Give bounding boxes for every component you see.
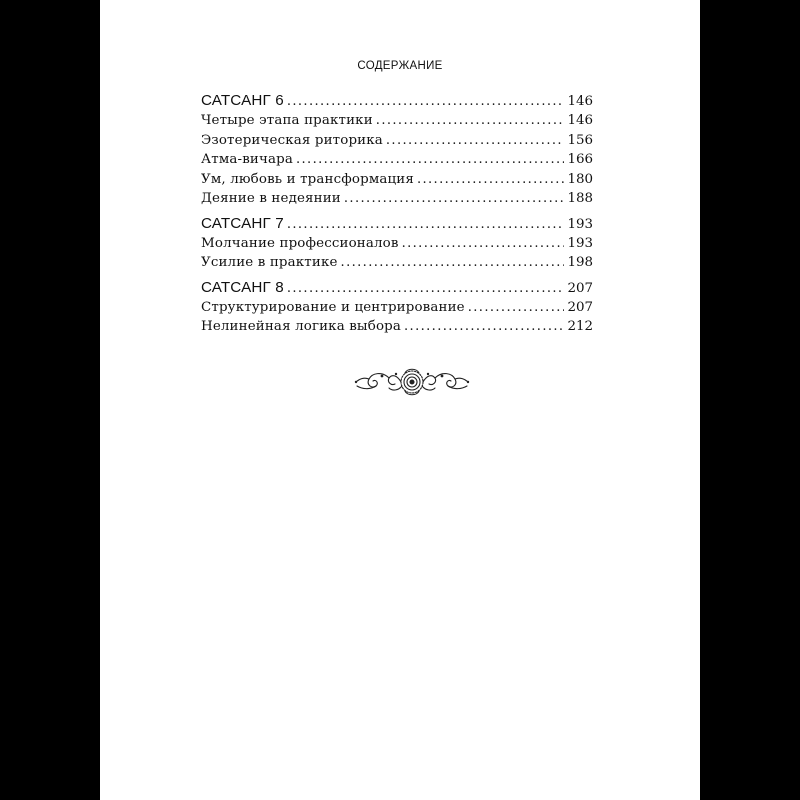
toc-entry-page: 166 bbox=[567, 152, 593, 167]
dot-leader bbox=[287, 278, 565, 299]
toc-entry-page: 180 bbox=[567, 171, 593, 187]
toc-entry-title: Эзотерическая риторика bbox=[201, 132, 383, 148]
toc-entry bbox=[201, 234, 593, 254]
toc-entry bbox=[201, 111, 593, 131]
toc-entry-page: 198 bbox=[567, 255, 593, 270]
dot-leader bbox=[417, 170, 564, 190]
toc-entry-title: САТСАНГ 8 bbox=[201, 278, 284, 296]
toc-entry-page: 207 bbox=[567, 299, 593, 315]
toc-entry-title: Нелинейная логика выбора bbox=[201, 319, 402, 334]
toc-entry bbox=[201, 253, 593, 273]
toc-entry bbox=[201, 90, 593, 111]
toc-entry-page: 193 bbox=[567, 235, 593, 251]
toc-entry-page: 212 bbox=[567, 319, 593, 334]
toc-entry bbox=[201, 150, 593, 170]
toc-entry bbox=[201, 317, 593, 337]
toc-entry-title: Структурирование и центрирование bbox=[201, 299, 465, 315]
dot-leader bbox=[402, 234, 565, 254]
toc-entry-page: 193 bbox=[567, 216, 593, 232]
toc-entry-title: Молчание профессионалов bbox=[201, 235, 399, 251]
toc-entry-title: САТСАНГ 7 bbox=[201, 214, 284, 232]
toc-entry-page: 146 bbox=[567, 113, 593, 128]
dot-leader bbox=[341, 253, 565, 273]
toc-entry-title: САТСАНГ 6 bbox=[201, 92, 284, 109]
table-of-contents bbox=[201, 90, 593, 337]
dot-leader bbox=[386, 131, 565, 151]
left-black-border bbox=[0, 0, 100, 800]
toc-entry bbox=[201, 189, 593, 209]
dot-leader bbox=[468, 298, 565, 318]
dot-leader bbox=[296, 150, 564, 170]
toc-entry-page: 207 bbox=[567, 280, 593, 296]
toc-entry-title: Четыре этапа практики bbox=[201, 113, 373, 128]
book-page bbox=[100, 0, 700, 800]
dot-leader bbox=[404, 317, 564, 337]
toc-entry-title: Деяние в недеянии bbox=[201, 191, 341, 206]
toc-entry bbox=[201, 213, 593, 234]
dot-leader bbox=[287, 91, 565, 112]
toc-entry-page: 156 bbox=[567, 132, 593, 148]
toc-entry bbox=[201, 277, 593, 298]
toc-entry bbox=[201, 170, 593, 190]
floral-vignette-icon bbox=[352, 362, 472, 402]
toc-entry-title: Атма-вичара bbox=[201, 152, 293, 167]
dot-leader bbox=[287, 214, 565, 235]
toc-entry-title: Усилие в практике bbox=[201, 255, 338, 270]
dot-leader bbox=[344, 189, 565, 209]
dot-leader bbox=[376, 111, 565, 131]
right-black-border bbox=[700, 0, 800, 800]
toc-heading: СОДЕРЖАНИЕ bbox=[357, 60, 443, 72]
toc-entry-title: Ум, любовь и трансформация bbox=[201, 171, 414, 187]
toc-entry-page: 188 bbox=[567, 191, 593, 206]
toc-entry bbox=[201, 298, 593, 318]
toc-entry-page: 146 bbox=[567, 94, 593, 109]
toc-entry bbox=[201, 131, 593, 151]
